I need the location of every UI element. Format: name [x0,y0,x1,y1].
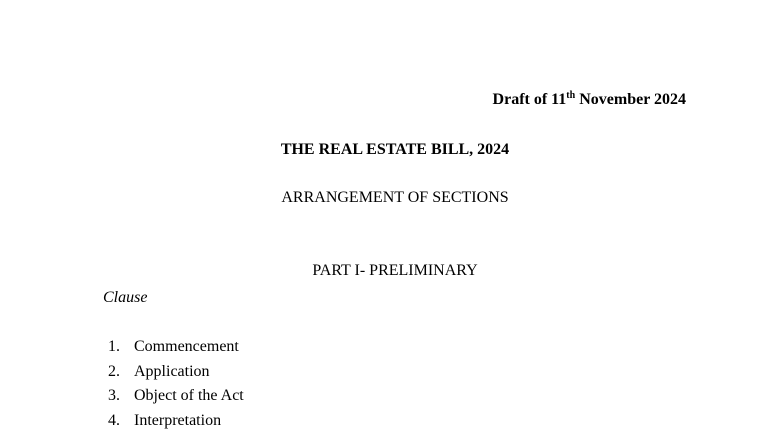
section-number: 2. [108,362,120,380]
draft-date-ordinal: th [566,90,576,101]
section-number: 1. [108,338,120,355]
list-item [108,410,244,435]
section-title: Application [134,362,210,380]
clause-label: Clause [103,289,148,306]
section-title: Interpretation [134,411,222,429]
sections-list [108,336,244,434]
section-number: 4. [108,411,120,429]
draft-date [493,91,686,109]
part-heading: PART I- PRELIMINARY [312,262,478,279]
draft-date-prefix: Draft of 11 [492,91,567,108]
bill-title: THE REAL ESTATE BILL, 2024 [280,141,510,158]
list-item [108,336,244,361]
arrangement-heading: ARRANGEMENT OF SECTIONS [281,189,509,206]
section-title: Commencement [134,338,239,355]
section-title: Object of the Act [134,387,244,404]
list-item [108,385,244,410]
section-number: 3. [108,387,120,404]
list-item [108,361,244,386]
draft-date-suffix: November 2024 [575,91,686,108]
